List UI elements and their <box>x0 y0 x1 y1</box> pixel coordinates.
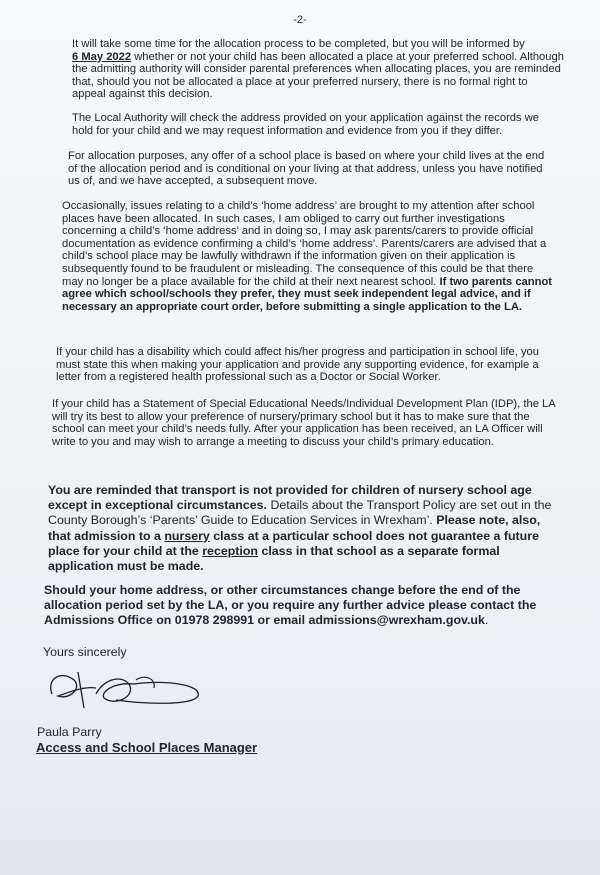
disability-paragraph: If your child has a disability which could affect his/her progress and participation in school life, you must state this when making your application and provide any supporting evidence, for example a letter from a registered health professional such as a Doctor or Social Worker. <box>56 346 539 384</box>
home-address-paragraph: Occasionally, issues relating to a child’s ‘home address’ are brought to my attention after school places have been allocated. In such cases, I am obliged to carry out further investigations concerning a child’s ‘home address’ and in doing so, I may ask parents/carers to provide official documentation as evidence confirming a child’s ‘home address’. Parents/carers are advised that a child’s school place may be lawfully withdrawn if the information given on their application is subsequently found to be fraudulent or misleading. The consequence of this could be that there may no longer be a place available for the child at their next nearest school. If two parents cannot agree which school/schools they prefer, they must seek independent legal advice, and if necessary an appropriate court order, before submitting a single application to the LA. <box>62 200 553 313</box>
signatory-role: Access and School Places Manager <box>36 740 258 755</box>
handwritten-signature <box>44 664 214 712</box>
allocation-purposes-paragraph: For allocation purposes, any offer of a school place is based on where your child lives at the end of the allocation period and is conditional on your living at that address, unless you have notified us of, and we have accepted, a subsequent move. <box>68 150 545 188</box>
contact-paragraph: Should your home address, or other circumstances change before the end of the allocation period set by the LA, or you require any further advice please contact the Admissions Office on 01978 298991 or email admissions@wrexham.gov.uk. <box>44 583 537 628</box>
address-check-paragraph: The Local Authority will check the address provided on your application against the records we hold for your child and we may request information and evidence from you if they differ. <box>72 112 540 137</box>
nursery-emphasis: nursery <box>164 528 210 543</box>
sen-paragraph: If your child has a Statement of Special Educational Needs/Individual Development Plan (IDP), the LA will try its best to allow your preference of nursery/primary school but it has to make sure that the school can meet your child’s needs fully. After your application has been received, an LA Officer will write to you and may wish to arrange a meeting to discuss your child’s primary education. <box>52 398 556 448</box>
transport-paragraph: You are reminded that transport is not provided for children of nursery school age except in exceptional circumstances. Details about the Transport Policy are set out in the County Borough’s ‘Parents’ Guide to Education Services in Wrexham’. Please note, also, that admission to a nursery class at a particular school does not guarantee a future place for your child at the reception class in that school as a separate formal application must be made. <box>48 483 552 574</box>
allocation-date: 6 May 2022 <box>72 50 132 63</box>
legal-advice-notice: If two parents cannot agree which school/schools they prefer, they must seek independent legal advice, and if necessary an appropriate court order, before submitting a single application to the LA. <box>62 275 553 313</box>
signatory-name: Paula Parry <box>37 725 102 739</box>
page-number: -2- <box>293 14 307 26</box>
allocation-paragraph: It will take some time for the allocation process to be completed, but you will be informed by 6 May 2022 whether or not your child has been allocated a place at your preferred school. Although the admitting authority will consider parental preferences when allocating places, you are reminded that, should you not be allocated a place at your preferred nursery, there is no formal right to appeal against this decision. <box>72 38 564 101</box>
reception-emphasis: reception <box>202 543 259 558</box>
closing-line: Yours sincerely <box>43 645 127 659</box>
